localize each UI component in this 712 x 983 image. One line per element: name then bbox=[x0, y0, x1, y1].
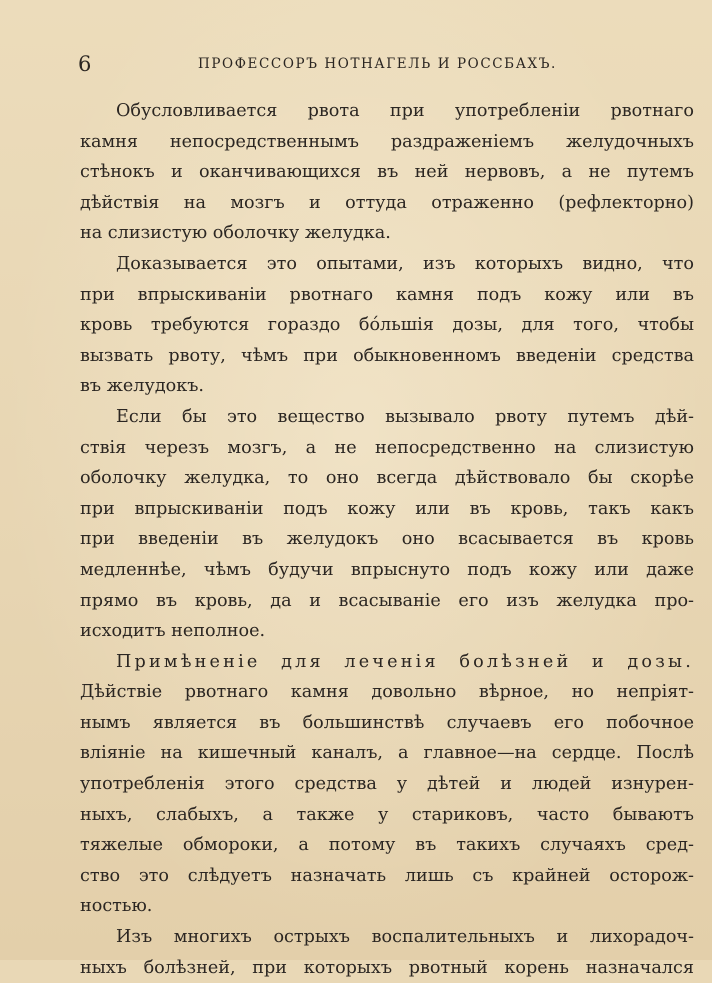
text-line: при введеніи въ желудокъ оно всасывается въ кровь bbox=[80, 529, 694, 550]
text-line: камня непосредственнымъ раздраженіемъ желудочныхъ bbox=[80, 131, 694, 152]
text-line: Если бы это вещество вызывало рвоту путемъ дѣй- bbox=[116, 406, 694, 427]
text-line: ностью. bbox=[80, 896, 153, 917]
running-title: ПРОФЕССОРЪ НОТНАГЕЛЬ И РОССБАХЪ. bbox=[198, 56, 557, 72]
text-line: при впрыскиваніи рвотнаго камня подъ кожу или въ bbox=[80, 284, 694, 305]
page-header bbox=[78, 52, 618, 82]
text-line: ныхъ болѣзней, при которыхъ рвотный корень назначался bbox=[80, 957, 694, 978]
text-line: тяжелые обмороки, а потому въ такихъ случаяхъ сред- bbox=[80, 835, 694, 856]
text-line: Дѣйствіе рвотнаго камня довольно вѣрное, но непріят- bbox=[80, 682, 694, 703]
text-line: стѣнокъ и оканчивающихся въ ней нервовъ, а не путемъ bbox=[80, 162, 694, 183]
text-line: на слизистую оболочку желудка. bbox=[80, 223, 391, 244]
text-line: ныхъ, слабыхъ, а также у стариковъ, часто бываютъ bbox=[80, 804, 694, 825]
body-text bbox=[80, 96, 694, 983]
text-line: оболочку желудка, то оно всегда дѣйствовало бы скорѣе bbox=[80, 468, 694, 489]
text-line: вліяніе на кишечный каналъ, а главное—на сердце. Послѣ bbox=[80, 743, 694, 764]
text-line: исходитъ неполное. bbox=[80, 621, 266, 642]
text-line: вызвать рвоту, чѣмъ при обыкновенномъ введеніи средства bbox=[80, 345, 694, 366]
text-line: медленнѣе, чѣмъ будучи впрыснуто подъ кожу или даже bbox=[80, 559, 694, 580]
text-line: въ желудокъ. bbox=[80, 376, 205, 397]
text-line: кровь требуются гораздо бóльшія дозы, для того, чтобы bbox=[80, 315, 694, 336]
text-line: употребленія этого средства у дѣтей и людей изнурен- bbox=[80, 774, 694, 795]
text-line: Доказывается это опытами, изъ которыхъ видно, что bbox=[116, 253, 694, 274]
text-line: ствія черезъ мозгъ, а не непосредственно на слизистую bbox=[80, 437, 694, 458]
text-line: нымъ является въ большинствѣ случаевъ его побочное bbox=[80, 712, 694, 733]
text-line: при впрыскиваніи подъ кожу или въ кровь, такъ какъ bbox=[80, 498, 694, 519]
text-line: прямо въ кровь, да и всасываніе его изъ желудка про- bbox=[80, 590, 694, 611]
text-line: Изъ многихъ острыхъ воспалительныхъ и лихорадоч- bbox=[116, 927, 694, 948]
section-heading: Примѣненіе для леченія болѣзней и дозы. bbox=[116, 651, 694, 672]
text-line: дѣйствія на мозгъ и оттуда отраженно (рефлекторно) bbox=[80, 192, 694, 213]
text-line: Обусловливается рвота при употребленіи рвотнаго bbox=[116, 101, 694, 121]
page-number: 6 bbox=[78, 52, 92, 76]
text-line: ство это слѣдуетъ назначать лишь съ крайней осторож- bbox=[80, 865, 694, 886]
